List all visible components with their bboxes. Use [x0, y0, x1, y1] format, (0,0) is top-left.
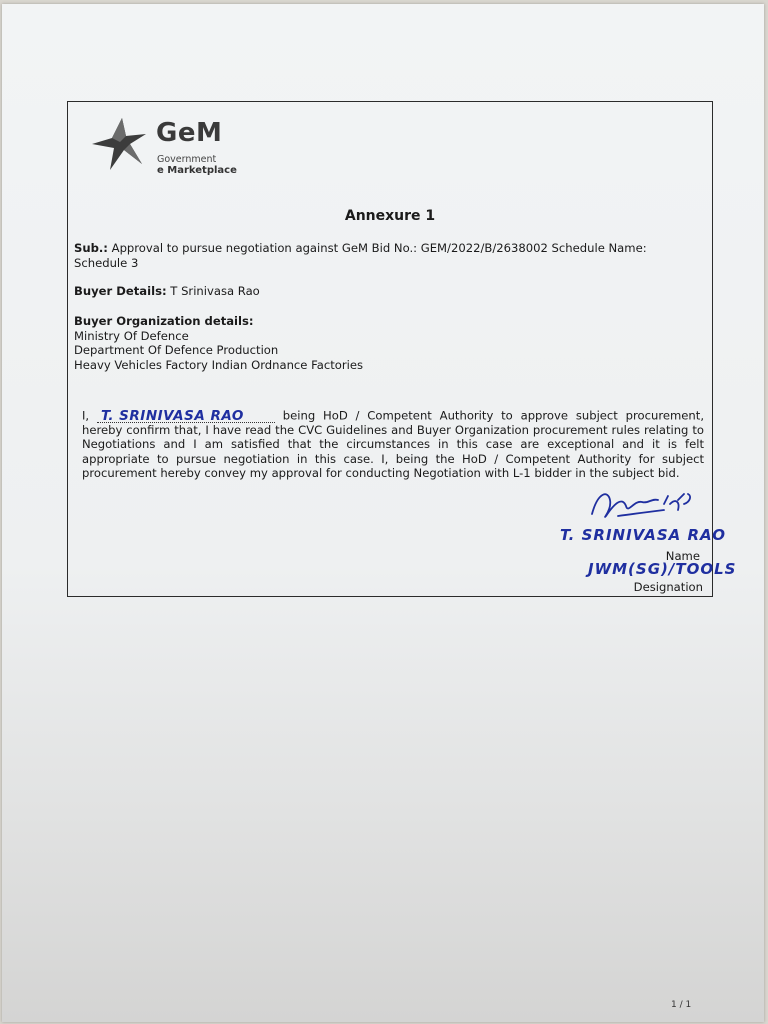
page-number: 1 / 1: [671, 1000, 692, 1010]
name-label: Name: [665, 549, 700, 563]
gem-logo: [88, 114, 238, 174]
buyer-org-details: [74, 314, 704, 372]
declaration-after-blank: being HoD / Competent Authority to approve subject procurement,: [282, 408, 705, 423]
signature-scribble: [552, 486, 762, 530]
declaration-body: hereby confirm that, I have read the CVC Guidelines and Buyer Organization procurement rules relating to Negotiations and I am satisfied that the circumstances in this case are exceptional and it is felt appropriate to pursue negotiation in this case. I, being the HoD / Competent Authority for subject procurement hereby convey my approval for conducting Negotiation with L-1 bidder in the subject bid.: [82, 423, 704, 481]
buyer-details: [74, 284, 704, 299]
subject-label: Sub.:: [74, 241, 108, 255]
subject-line-2: Schedule 3: [74, 255, 139, 270]
buyer-org-label: Buyer Organization details:: [74, 314, 254, 328]
name-fill-blank: [97, 408, 275, 423]
gem-logo-subtitle-1: Government: [157, 154, 217, 165]
gem-logo-subtitle-2: e Marketplace: [157, 165, 237, 176]
subject-line-1: Approval to pursue negotiation against GeM Bid No.: GEM/2022/B/2638002 Schedule Name:: [111, 241, 647, 255]
buyer-org-line: Ministry Of Defence: [74, 328, 189, 343]
handwritten-designation: JWM(SG)/TOOLS: [588, 560, 737, 578]
gem-star-icon: [88, 114, 152, 174]
buyer-details-value: T Srinivasa Rao: [170, 284, 260, 298]
annexure-frame: [67, 101, 737, 597]
buyer-details-label: Buyer Details:: [74, 284, 167, 298]
subject-block: [74, 241, 704, 270]
page-title: Annexure 1: [344, 208, 436, 224]
gem-logo-text: GeM: [156, 118, 223, 148]
document-page: [2, 4, 764, 1022]
designation-label: Designation: [633, 580, 703, 594]
buyer-org-line: Heavy Vehicles Factory Indian Ordnance Factories: [74, 357, 363, 372]
handwritten-name-inline: T. SRINIVASA RAO: [100, 407, 244, 424]
buyer-org-line: Department Of Defence Production: [74, 343, 279, 357]
declaration-prefix: I,: [82, 408, 90, 423]
declaration-paragraph: [82, 408, 704, 481]
handwritten-name: T. SRINIVASA RAO: [560, 526, 726, 544]
